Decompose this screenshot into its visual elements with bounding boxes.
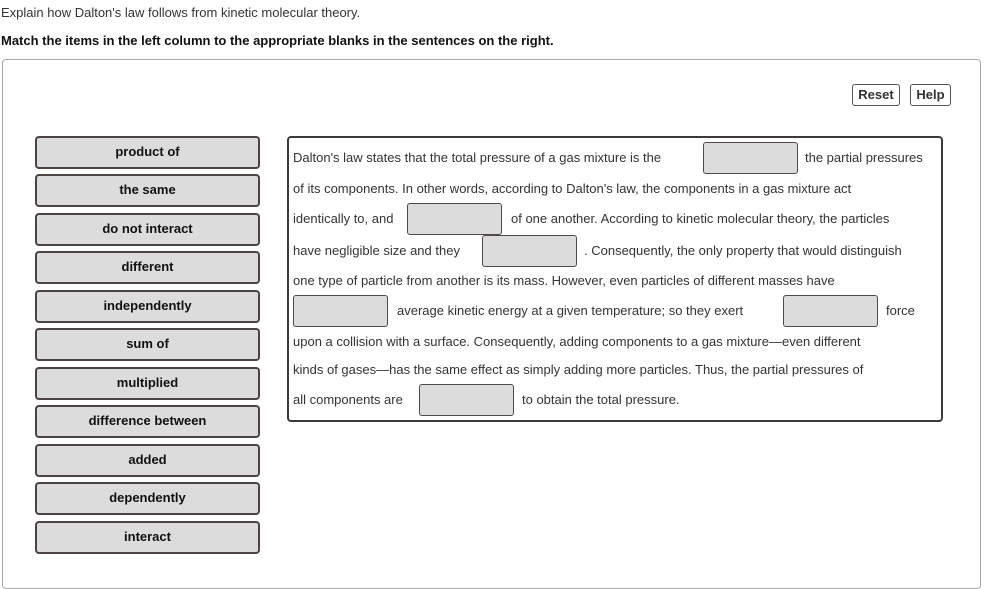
drag-item-interact[interactable]: interact (35, 521, 260, 554)
drag-item-dependently[interactable]: dependently (35, 482, 260, 515)
help-button[interactable]: Help (910, 84, 951, 106)
drag-item-multiplied[interactable]: multiplied (35, 367, 260, 400)
passage-text: all components are (293, 392, 403, 407)
drop-blank-5[interactable] (783, 295, 878, 327)
passage-text: kinds of gases—has the same effect as simply adding more particles. Thus, the partial pressures of (293, 362, 864, 377)
passage-box (287, 136, 943, 422)
drop-blank-2[interactable] (407, 203, 502, 235)
drag-item-difference-between[interactable]: difference between (35, 405, 260, 438)
passage-text: to obtain the total pressure. (522, 392, 680, 407)
passage-text: identically to, and (293, 211, 394, 226)
drop-blank-4[interactable] (293, 295, 388, 327)
passage-text: of one another. According to kinetic molecular theory, the particles (511, 211, 890, 226)
drag-item-added[interactable]: added (35, 444, 260, 477)
drop-blank-1[interactable] (703, 142, 798, 174)
passage-text: one type of particle from another is its mass. However, even particles of different masses have (293, 273, 835, 288)
reset-button[interactable]: Reset (852, 84, 900, 106)
drag-item-the-same[interactable]: the same (35, 174, 260, 207)
drop-blank-6[interactable] (419, 384, 514, 416)
passage-text: Dalton's law states that the total pressure of a gas mixture is the (293, 150, 662, 165)
passage-text: upon a collision with a surface. Consequently, adding components to a gas mixture—even different (293, 334, 861, 349)
drag-item-independently[interactable]: independently (35, 290, 260, 323)
drag-item-do-not-interact[interactable]: do not interact (35, 213, 260, 246)
drop-blank-3[interactable] (482, 235, 577, 267)
question-prompt: Explain how Dalton's law follows from kinetic molecular theory. (1, 5, 361, 20)
passage-text: force (886, 303, 915, 318)
passage-text: have negligible size and they (293, 243, 460, 258)
drag-item-product-of[interactable]: product of (35, 136, 260, 169)
drag-item-different[interactable]: different (35, 251, 260, 284)
drag-item-sum-of[interactable]: sum of (35, 328, 260, 361)
passage-text: of its components. In other words, according to Dalton's law, the components in a gas mixture act (293, 181, 852, 196)
passage-text: the partial pressures (805, 150, 923, 165)
passage-text: . Consequently, the only property that would distinguish (584, 243, 902, 258)
instructions: Match the items in the left column to the appropriate blanks in the sentences on the right. (1, 33, 554, 48)
passage-text: average kinetic energy at a given temperature; so they exert (397, 303, 744, 318)
